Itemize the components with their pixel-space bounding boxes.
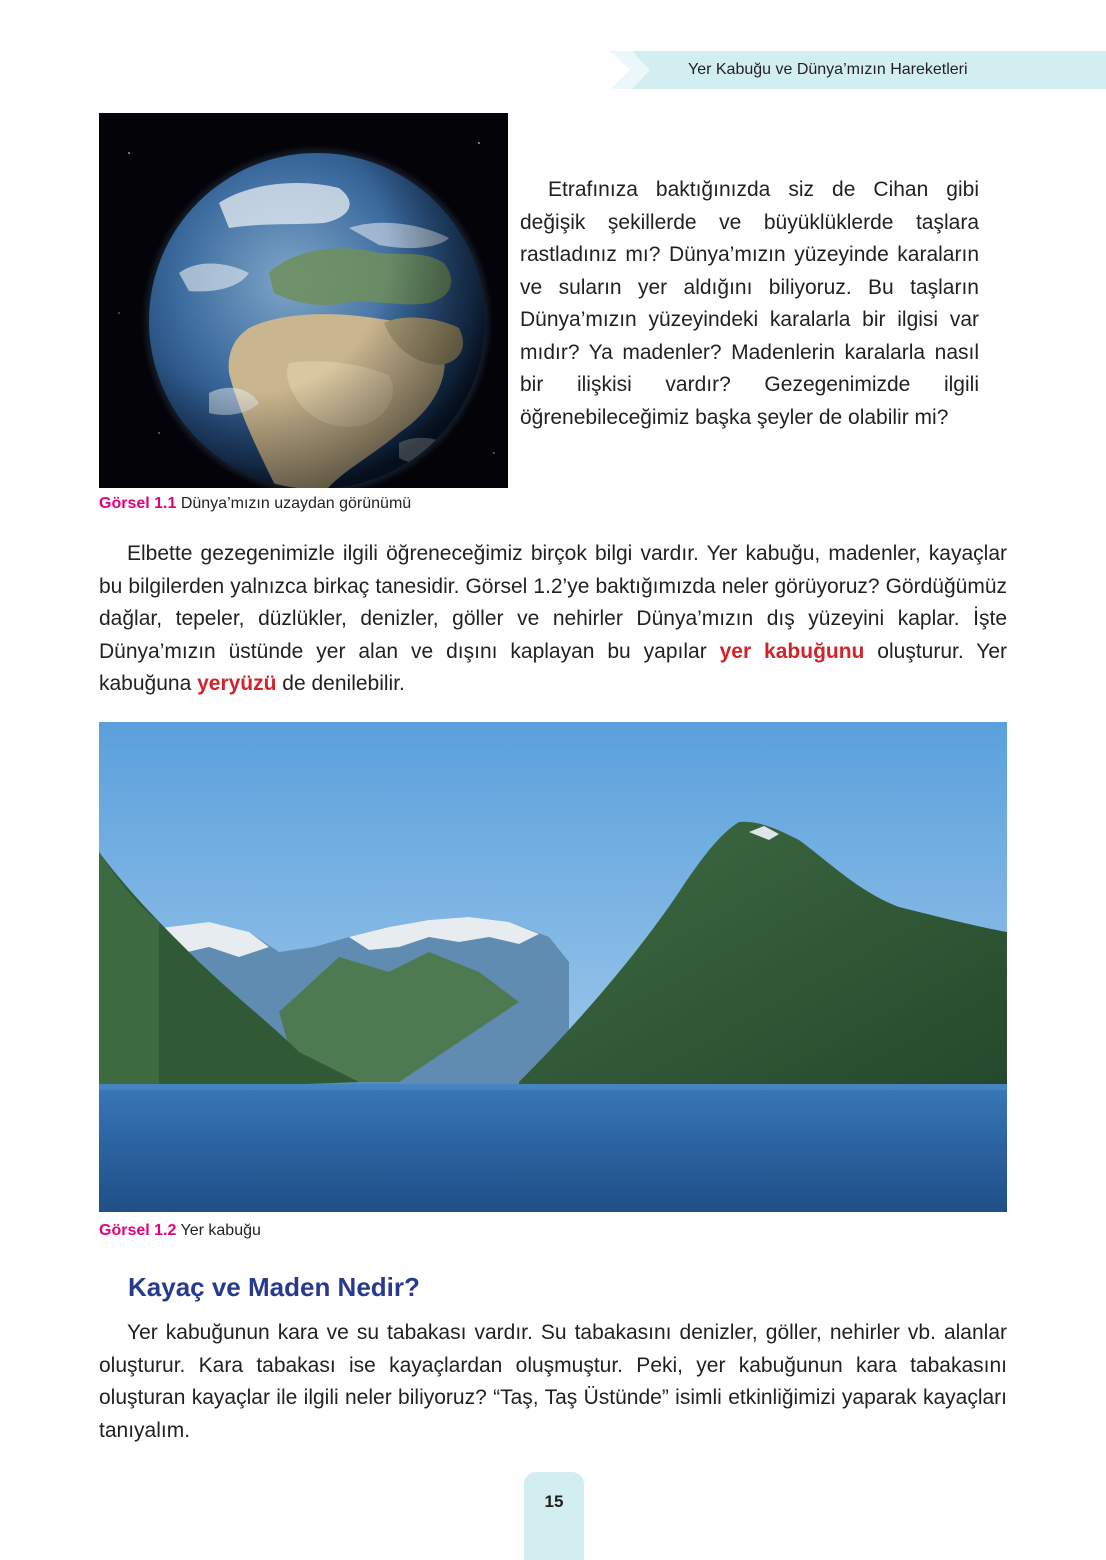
intro-paragraph: Etrafınıza baktığınızda siz de Cihan gibi değişik şekillerde ve büyüklüklerde taşlara rastladınız mı? Dünya’mızın yüzeyinde karaların ve suların yer aldığını biliyoruz. Bu taşların Dünya’mızın yüzeyindeki karalarla bir ilgisi var mıdır? Ya madenler? Madenlerin karalarla nasıl bir ilişkisi vardır? Gezegenimizde ilgili öğrenebileceğimiz başka şeyler de olabilir mi? xyxy=(520,178,979,429)
page-number: 15 xyxy=(544,1492,564,1511)
term-yer-kabugu: yer kabuğunu xyxy=(719,639,865,663)
mountain-lake-image xyxy=(99,722,1007,1212)
earth-caption xyxy=(99,495,411,513)
mountain-caption-label: Görsel 1.2 xyxy=(99,1222,177,1239)
earth-image xyxy=(99,113,508,488)
main-paragraph-part2: oluşturur. Yer kabuğuna xyxy=(99,639,1007,695)
mountain-caption xyxy=(99,1222,261,1240)
page-number-tab xyxy=(524,1472,584,1560)
section-paragraph: Yer kabuğunun kara ve su tabakası vardır. Su tabakasını denizler, göller, nehirler vb. alanlar oluşturur. Kara tabakası ise kayaçlardan oluşmuştur. Peki, yer kabuğunun kara tabakasını oluşturan kayaçlar ile ilgili neler biliyoruz? “Taş, Taş Üstünde” isimli etkinliğimizi yaparak kayaçları tanıyalım. xyxy=(99,1321,1007,1442)
section-title: Kayaç ve Maden Nedir? xyxy=(128,1272,420,1302)
mountain-caption-text: Yer kabuğu xyxy=(180,1222,261,1239)
earth-caption-label: Görsel 1.1 xyxy=(99,495,177,512)
earth-caption-text: Dünya’mızın uzaydan görünümü xyxy=(180,495,412,512)
term-yeryuzu: yeryüzü xyxy=(197,672,277,695)
main-paragraph xyxy=(99,538,1007,701)
chapter-title: Yer Kabuğu ve Dünya’mızın Hareketleri xyxy=(688,61,968,78)
main-paragraph-part1: Elbette gezegenimizle ilgili öğreneceğimiz birçok bilgi vardır. Yer kabuğu, madenler, kayaçlar bu bilgilerden yalnızca birkaç tanesidir. Görsel 1.2’ye baktığımızda neler görüyoruz? Gördüğümüz dağlar, tepeler, düzlükler, denizler, göller ve nehirler Dünya’mızın dış yüzeyini kaplar. İşte Dünya’mızın üstünde yer alan ve dışını kaplayan bu yapılar xyxy=(99,542,1007,663)
main-paragraph-part3: de denilebilir. xyxy=(276,672,405,695)
chapter-header xyxy=(610,51,1106,89)
